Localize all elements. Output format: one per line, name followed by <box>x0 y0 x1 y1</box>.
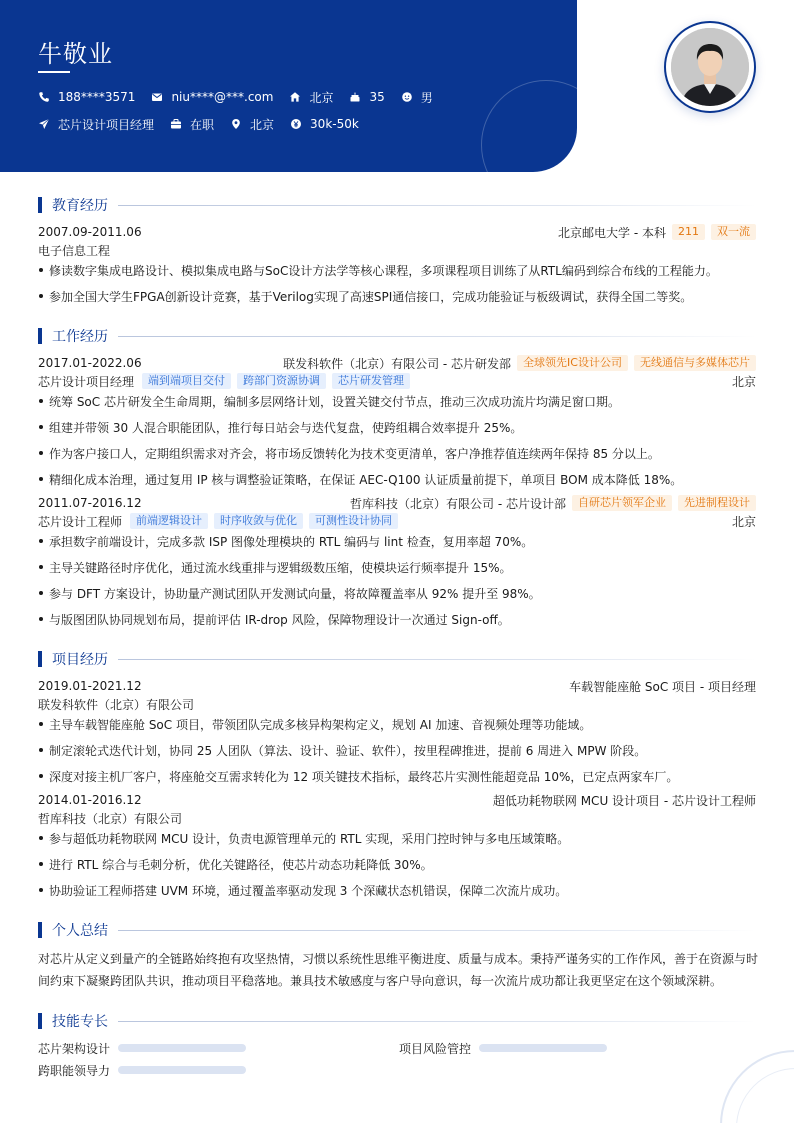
work-position-row <box>38 372 756 390</box>
education-tag: 双一流 <box>711 224 756 240</box>
section-heading: 教育经历 <box>52 198 108 214</box>
header-banner <box>0 0 577 172</box>
skill-tag: 芯片研发管理 <box>332 373 410 389</box>
work-bullet <box>38 584 756 602</box>
bullet-dot <box>39 591 43 595</box>
contact-age-text: 35 <box>369 90 385 104</box>
section-title-summary <box>38 921 756 939</box>
section-marker <box>38 922 42 938</box>
intent-salary <box>290 115 359 133</box>
skill-tag: 前端逻辑设计 <box>130 513 208 529</box>
contact-phone-text: 188****3571 <box>58 90 136 104</box>
work-bullet <box>38 418 756 436</box>
bullet-text: 承担数字前端设计，完成多款 ISP 图像处理模块的 RTL 编码与 lint 检查，复用率超 70%。 <box>49 534 534 549</box>
home-icon <box>289 91 301 103</box>
bullet-dot <box>39 399 43 403</box>
skill-item <box>38 1061 246 1079</box>
mail-icon <box>151 91 163 103</box>
section-marker <box>38 651 42 667</box>
project-period: 2019.01-2021.12 <box>38 679 142 693</box>
work-period: 2011.07-2016.12 <box>38 496 142 510</box>
project-header-row <box>38 677 756 695</box>
skill-item <box>38 1039 246 1057</box>
education-major-row <box>38 241 756 259</box>
education-tag: 211 <box>672 224 705 240</box>
bullet-dot <box>39 425 43 429</box>
skill-item <box>399 1039 607 1057</box>
briefcase-icon <box>170 118 182 130</box>
location-icon <box>230 118 242 130</box>
education-header-row <box>38 223 756 241</box>
education-bullet <box>38 261 756 279</box>
section-divider <box>118 336 756 337</box>
skill-tag: 可测性设计协同 <box>309 513 398 529</box>
work-company: 联发科软件（北京）有限公司 - 芯片研发部 <box>283 356 512 371</box>
bullet-text: 参与 DFT 方案设计，协助量产测试团队开发测试向量，将故障覆盖率从 92% 提升至 98%。 <box>49 586 541 601</box>
summary-text: 对芯片从定义到量产的全链路始终抱有攻坚热情，习惯以系统性思维平衡进度、质量与成本。秉持严谨务实的工作作风，善于在资源与时间约束下凝聚跨团队共识，推动项目平稳落地。兼具技术敏感度与客户导向意识，每一次流片成功都让我更坚定在这个领域深耕。 <box>38 952 759 988</box>
section-divider <box>118 930 756 931</box>
bullet-dot <box>39 268 43 272</box>
intent-salary-text: 30k-50k <box>310 117 359 131</box>
work-header-row <box>38 494 756 512</box>
project-header-row <box>38 791 756 809</box>
section-title-education <box>38 196 756 214</box>
section-marker <box>38 328 42 344</box>
bullet-text: 组建并带领 30 人混合职能团队，推行每日站会与迭代复盘，使跨组耦合效率提升 25%。 <box>49 420 523 435</box>
contact-home <box>289 88 333 106</box>
project-name-role: 超低功耗物联网 MCU 设计项目 - 芯片设计工程师 <box>492 793 756 808</box>
section-divider <box>118 659 756 660</box>
skill-tag: 时序收敛与优化 <box>214 513 303 529</box>
bullet-text: 精细化成本治理，通过复用 IP 核与调整验证策略，在保证 AEC-Q100 认证质量前提下，单项目 BOM 成本降低 18%。 <box>49 472 683 487</box>
bullet-dot <box>39 451 43 455</box>
bullet-text: 主导关键路径时序优化，通过流水线重排与逻辑级数压缩，使模块运行频率提升 15%。 <box>49 560 512 575</box>
project-bullet <box>38 715 756 733</box>
contact-email-text: niu****@***.com <box>171 90 274 104</box>
bullet-text: 参与超低功耗物联网 MCU 设计，负责电源管理单元的 RTL 实现，采用门控时钟与多电压域策略。 <box>49 831 570 846</box>
bullet-dot <box>39 836 43 840</box>
intent-position-text: 芯片设计项目经理 <box>58 117 155 132</box>
bullet-text: 进行 RTL 综合与毛刺分析，优化关键路径，使芯片动态功耗降低 30%。 <box>49 857 433 872</box>
candidate-name: 牛敬业 <box>38 40 113 68</box>
contact-home-text: 北京 <box>309 90 334 105</box>
bullet-text: 与版图团队协同规划布局，提前评估 IR-drop 风险，保障物理设计一次通过 Sign-off。 <box>49 612 510 627</box>
section-heading: 技能专长 <box>52 1014 108 1030</box>
send-icon <box>38 118 50 130</box>
work-bullet <box>38 610 756 628</box>
company-tag: 无线通信与多媒体芯片 <box>634 355 756 371</box>
avatar-frame <box>664 21 756 113</box>
section-marker <box>38 1013 42 1029</box>
project-bullet <box>38 881 756 899</box>
section-title-skills <box>38 1012 756 1030</box>
skill-tag: 跨部门资源协调 <box>237 373 326 389</box>
company-tag: 全球领先IC设计公司 <box>517 355 628 371</box>
project-bullet <box>38 741 756 759</box>
skill-tag: 端到端项目交付 <box>142 373 231 389</box>
education-school: 北京邮电大学 - 本科 <box>558 225 666 240</box>
avatar <box>671 28 749 106</box>
company-tag: 先进制程设计 <box>678 495 756 511</box>
work-period: 2017.01-2022.06 <box>38 356 142 370</box>
skill-bar-track <box>118 1044 246 1052</box>
project-name-role: 车载智能座舱 SoC 项目 - 项目经理 <box>569 679 756 694</box>
project-bullet <box>38 767 756 785</box>
work-position: 芯片设计项目经理 <box>38 374 135 389</box>
work-bullet <box>38 392 756 410</box>
bullet-dot <box>39 477 43 481</box>
contact-row <box>38 88 449 106</box>
section-divider <box>118 205 756 206</box>
bullet-text: 修读数字集成电路设计、模拟集成电路与SoC设计方法学等核心课程，多项课程项目训练了从RTL编码到综合布线的工程能力。 <box>49 263 718 278</box>
bullet-dot <box>39 722 43 726</box>
decorative-circle <box>481 80 577 172</box>
bullet-text: 参加全国大学生FPGA创新设计竞赛，基于Verilog实现了高速SPI通信接口，完成功能验证与板级调试，获得全国二等奖。 <box>49 289 693 304</box>
skill-label: 项目风险管控 <box>399 1041 472 1056</box>
skill-bar-track <box>118 1066 246 1074</box>
skill-label: 跨职能领导力 <box>38 1063 111 1078</box>
bullet-dot <box>39 539 43 543</box>
section-title-work <box>38 327 756 345</box>
section-heading: 个人总结 <box>52 923 108 939</box>
project-company-row <box>38 809 756 827</box>
section-heading: 项目经历 <box>52 652 108 668</box>
intent-status-text: 在职 <box>190 117 215 132</box>
project-period: 2014.01-2016.12 <box>38 793 142 807</box>
bullet-dot <box>39 862 43 866</box>
contact-gender <box>401 88 433 106</box>
company-tag: 自研芯片领军企业 <box>572 495 672 511</box>
bullet-dot <box>39 888 43 892</box>
gender-icon <box>401 91 413 103</box>
skill-label: 芯片架构设计 <box>38 1041 111 1056</box>
bullet-dot <box>39 294 43 298</box>
work-city: 北京 <box>731 514 756 529</box>
section-marker <box>38 197 42 213</box>
salary-icon <box>290 118 302 130</box>
work-bullet <box>38 470 756 488</box>
contact-gender-text: 男 <box>420 90 433 105</box>
name-underline <box>38 71 70 73</box>
project-bullet <box>38 829 756 847</box>
bullet-text: 协助验证工程师搭建 UVM 环境，通过覆盖率驱动发现 3 个深藏状态机错误，保障二次流片成功。 <box>49 883 568 898</box>
project-company-row <box>38 695 756 713</box>
bullet-text: 深度对接主机厂客户，将座舱交互需求转化为 12 项关键技术指标，最终芯片实测性能超竞品 10%，已定点两家车厂。 <box>49 769 679 784</box>
section-heading: 工作经历 <box>52 329 108 345</box>
work-position-row <box>38 512 756 530</box>
work-bullet <box>38 558 756 576</box>
section-divider <box>118 1021 756 1022</box>
education-major: 电子信息工程 <box>38 243 111 258</box>
skill-bar-track <box>479 1044 607 1052</box>
bullet-dot <box>39 565 43 569</box>
cake-icon <box>349 91 361 103</box>
bullet-dot <box>39 748 43 752</box>
education-bullet <box>38 287 756 305</box>
work-company: 哲库科技（北京）有限公司 - 芯片设计部 <box>350 496 566 511</box>
bullet-text: 主导车载智能座舱 SoC 项目，带领团队完成多核异构架构定义，规划 AI 加速、音视频处理等功能域。 <box>49 717 592 732</box>
intent-row <box>38 115 375 133</box>
intent-city-text: 北京 <box>250 117 275 132</box>
bullet-dot <box>39 617 43 621</box>
project-company: 哲库科技（北京）有限公司 <box>38 811 183 826</box>
contact-email <box>151 88 273 106</box>
bullet-text: 作为客户接口人，定期组织需求对齐会，将市场反馈转化为技术变更清单，客户净推荐值连续两年保持 85 分以上。 <box>49 446 660 461</box>
section-title-projects <box>38 650 756 668</box>
phone-icon <box>38 91 50 103</box>
intent-city <box>230 115 274 133</box>
contact-phone <box>38 88 135 106</box>
work-city: 北京 <box>731 374 756 389</box>
work-bullet <box>38 532 756 550</box>
bullet-text: 统筹 SoC 芯片研发全生命周期，编制多层网络计划，设置关键交付节点，推动三次成功流片均满足窗口期。 <box>49 394 620 409</box>
intent-status <box>170 115 214 133</box>
bullet-text: 制定滚轮式迭代计划，协同 25 人团队（算法、设计、验证、软件），按里程碑推进，提前 6 周进入 MPW 阶段。 <box>49 743 647 758</box>
project-company: 联发科软件（北京）有限公司 <box>38 697 195 712</box>
work-bullet <box>38 444 756 462</box>
bullet-dot <box>39 774 43 778</box>
contact-age <box>349 88 384 106</box>
work-header-row <box>38 354 756 372</box>
intent-position <box>38 115 154 133</box>
project-bullet <box>38 855 756 873</box>
education-period: 2007.09-2011.06 <box>38 225 142 239</box>
work-position: 芯片设计工程师 <box>38 514 123 529</box>
